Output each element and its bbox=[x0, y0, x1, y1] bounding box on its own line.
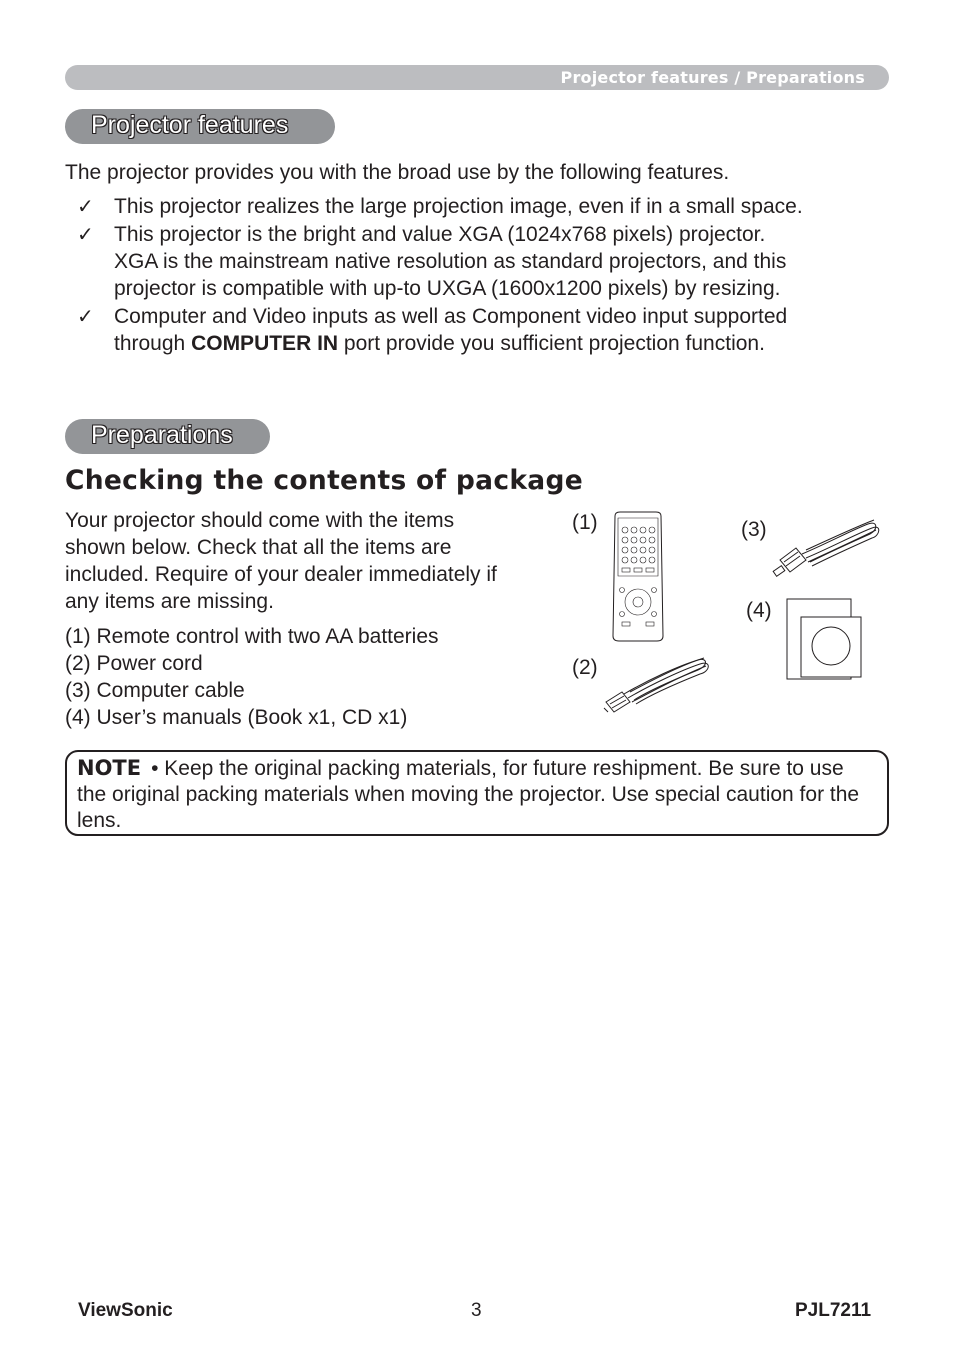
breadcrumb: Projector features / Preparations bbox=[560, 68, 865, 87]
feature-bullet-3-pre: through bbox=[114, 332, 192, 355]
section-title-preparations-text: Preparations bbox=[91, 421, 233, 449]
feature-bullet-3-line-1: Computer and Video inputs as well as Component video input supported bbox=[114, 305, 788, 328]
note-body: • Keep the original packing materials, for future reshipment. Be sure to use the original packing materials when moving the projector. Use special caution for the lens. bbox=[77, 757, 860, 832]
section-title-features bbox=[65, 109, 335, 144]
section-title-features-text: Projector features bbox=[91, 111, 289, 139]
note-label: NOTE bbox=[77, 756, 142, 780]
checkmark-icon: ✓ bbox=[77, 194, 94, 218]
computer-cable-icon bbox=[772, 516, 882, 580]
header-bar bbox=[65, 65, 889, 90]
computer-in-port-label: COMPUTER IN bbox=[191, 332, 339, 355]
checkmark-icon: ✓ bbox=[77, 304, 94, 328]
power-cord-icon bbox=[600, 652, 712, 714]
figure-label-4: (4) bbox=[746, 599, 772, 622]
package-description-line: shown below. Check that all the items are bbox=[65, 536, 452, 559]
note-text bbox=[77, 755, 867, 834]
figure-label-3: (3) bbox=[741, 518, 767, 541]
feature-bullet-1: This projector realizes the large projection image, even if in a small space. bbox=[114, 195, 803, 218]
feature-bullet-2-line-1: This projector is the bright and value XGA (1024x768 pixels) projector. bbox=[114, 223, 766, 246]
remote-control-icon bbox=[610, 510, 666, 644]
feature-bullet-3-post: port provide you sufficient projection function. bbox=[338, 332, 765, 355]
package-description-line: included. Require of your dealer immediately if bbox=[65, 563, 497, 586]
checkmark-icon: ✓ bbox=[77, 222, 94, 246]
package-description-line: any items are missing. bbox=[65, 590, 274, 613]
footer-brand: ViewSonic bbox=[78, 1300, 173, 1321]
figure-label-2: (2) bbox=[572, 656, 598, 679]
features-intro: The projector provides you with the broad use by the following features. bbox=[65, 161, 730, 184]
package-item: (1) Remote control with two AA batteries bbox=[65, 625, 439, 648]
footer-page-number: 3 bbox=[471, 1300, 482, 1321]
package-contents-heading: Checking the contents of package bbox=[65, 465, 584, 496]
feature-bullet-3-line-2 bbox=[114, 330, 765, 357]
package-item: (4) User’s manuals (Book x1, CD x1) bbox=[65, 706, 408, 729]
feature-bullet-2-line-2: XGA is the mainstream native resolution as standard projectors, and this bbox=[114, 250, 787, 273]
feature-bullet-2-line-3: projector is compatible with up-to UXGA (1600x1200 pixels) by resizing. bbox=[114, 277, 781, 300]
package-item: (2) Power cord bbox=[65, 652, 203, 675]
figure-label-1: (1) bbox=[572, 511, 598, 534]
footer-model: PJL7211 bbox=[795, 1300, 872, 1321]
manual-book-and-cd-icon bbox=[784, 596, 864, 682]
package-item: (3) Computer cable bbox=[65, 679, 245, 702]
section-title-preparations bbox=[65, 419, 270, 454]
package-description-line: Your projector should come with the items bbox=[65, 509, 455, 532]
